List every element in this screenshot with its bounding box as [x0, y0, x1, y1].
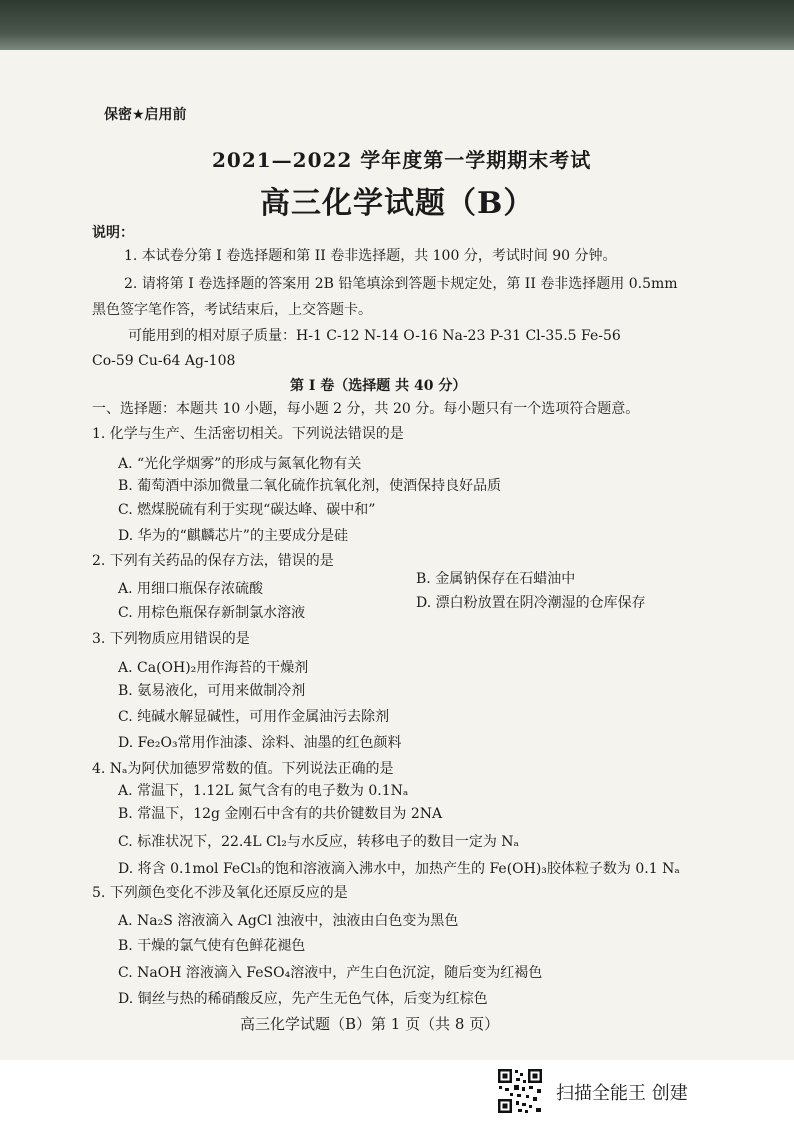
question-option: B. 干燥的氯气使有色鲜花褪色	[118, 938, 306, 954]
question-stem: 4. Nₐ为阿伏加德罗常数的值。下列说法正确的是	[92, 761, 394, 777]
atomic-mass-line-1: 可能用到的相对原子质量：H-1 C-12 N-14 O-16 Na-23 P-31 Cl-35.5 Fe-56	[128, 328, 621, 344]
question-option: A. Ca(OH)₂用作海苔的干燥剂	[118, 660, 309, 676]
question-option: C. 纯碱水解显碱性，可用作金属油污去除剂	[118, 709, 390, 725]
question-option: D. Fe₂O₃常用作油漆、涂料、油墨的红色颜料	[118, 735, 402, 751]
part1-heading: 第 I 卷（选择题 共 40 分）	[290, 378, 467, 394]
confidential-label: 保密★启用前	[104, 107, 187, 123]
question-option: D. 漂白粉放置在阴冷潮湿的仓库保存	[416, 595, 646, 611]
instructions-heading: 说明：	[92, 225, 134, 241]
question-option: C. 燃煤脱硫有利于实现“碳达峰、碳中和”	[118, 502, 376, 518]
question-option: B. 氨易液化，可用来做制冷剂	[118, 683, 306, 699]
question-option: B. 金属钠保存在石蜡油中	[416, 571, 576, 587]
scanner-brand-text: 扫描全能王 创建	[556, 1083, 688, 1104]
page-footer: 高三化学试题（B）第 1 页（共 8 页）	[240, 1015, 500, 1033]
question-option: B. 常温下，12g 金刚石中含有的共价键数目为 2NA	[118, 806, 443, 822]
instruction-item-1: 1. 本试卷分第 I 卷选择题和第 II 卷非选择题，共 100 分，考试时间 90 分钟。	[124, 248, 617, 264]
instruction-item-2-cont: 黑色签字笔作答，考试结束后，上交答题卡。	[92, 302, 372, 318]
question-option: C. 用棕色瓶保存新制氯水溶液	[118, 605, 306, 621]
page-title: 高三化学试题（B）	[260, 186, 535, 221]
question-option: D. 将含 0.1mol FeCl₃的饱和溶液滴入沸水中，加热产生的 Fe(OH)₃胶体粒子数为 0.1 Nₐ	[118, 861, 680, 877]
question-stem: 5. 下列颜色变化不涉及氧化还原反应的是	[92, 885, 348, 901]
question-option: C. 标准状况下，22.4L Cl₂与水反应，转移电子的数目一定为 Nₐ	[118, 834, 519, 850]
question-option: C. NaOH 溶液滴入 FeSO₄溶液中，产生白色沉淀，随后变为红褐色	[118, 965, 543, 981]
question-option: B. 葡萄酒中添加微量二氧化硫作抗氧化剂，使酒保持良好品质	[118, 478, 502, 494]
atomic-mass-line-2: Co-59 Cu-64 Ag-108	[92, 353, 236, 369]
question-option: A. “光化学烟雾”的形成与氮氧化物有关	[118, 456, 362, 472]
exam-year-title: 2021—2022 学年度第一学期期末考试	[212, 148, 592, 172]
question-stem: 1. 化学与生产、生活密切相关。下列说法错误的是	[92, 426, 404, 442]
qr-code-icon	[496, 1067, 544, 1115]
question-option: A. Na₂S 溶液滴入 AgCl 浊液中，浊液由白色变为黑色	[118, 913, 459, 929]
instruction-item-2: 2. 请将第 I 卷选择题的答案用 2B 铅笔填涂到答题卡规定处，第 II 卷非选择题用 0.5mm	[124, 276, 678, 292]
question-option: A. 常温下，1.12L 氮气含有的电子数为 0.1Nₐ	[118, 783, 409, 799]
question-stem: 2. 下列有关药品的保存方法，错误的是	[92, 553, 334, 569]
question-option: A. 用细口瓶保存浓硫酸	[118, 581, 264, 597]
scanner-watermark	[496, 1067, 786, 1117]
section-intro: 一、选择题：本题共 10 小题，每小题 2 分，共 20 分。每小题只有一个选项符合题意。	[92, 401, 640, 417]
question-option: D. 华为的“麒麟芯片”的主要成分是硅	[118, 528, 348, 544]
question-stem: 3. 下列物质应用错误的是	[92, 631, 250, 647]
question-option: D. 铜丝与热的稀硝酸反应，先产生无色气体，后变为红棕色	[118, 991, 488, 1007]
